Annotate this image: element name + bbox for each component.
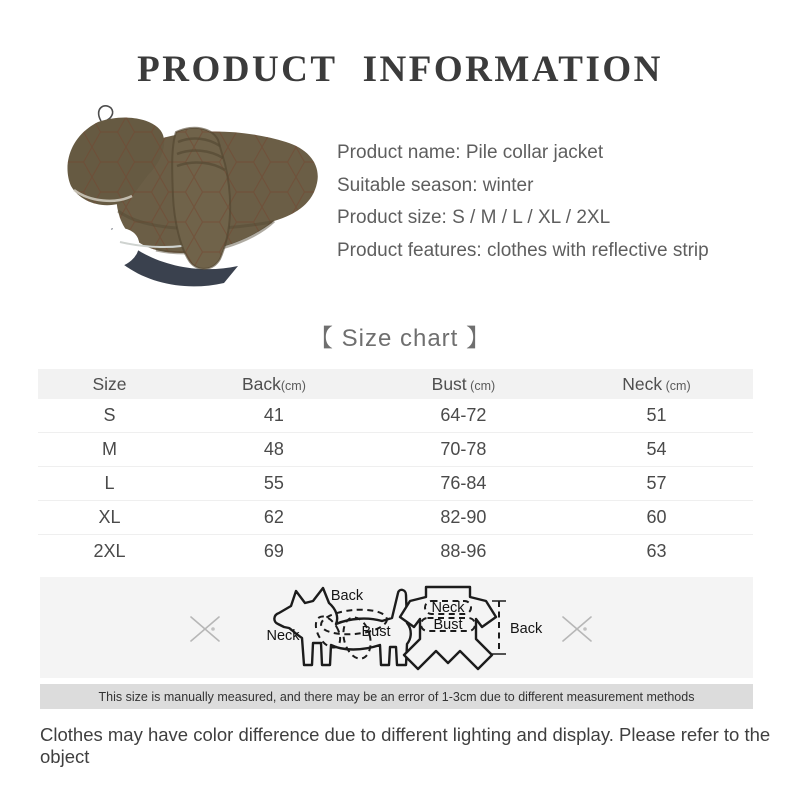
table-row	[38, 535, 753, 568]
cell-back: 69	[263, 541, 284, 561]
header-back: Back(cm)	[241, 373, 306, 394]
cell-back: 48	[263, 439, 284, 459]
cell-back: 41	[263, 405, 284, 425]
dog-neck-label: Neck	[266, 628, 300, 644]
cell-back: 62	[263, 507, 284, 527]
header-bust: Bust (cm)	[431, 373, 496, 394]
garment-bust-label: Bust	[433, 617, 463, 633]
cross-mark-icon	[191, 617, 219, 641]
garment-measurement-figure	[400, 587, 543, 669]
product-photo	[24, 102, 326, 298]
cell-size: S	[103, 405, 116, 425]
cell-size: XL	[98, 507, 121, 527]
product-details	[337, 142, 709, 272]
product-name-line: Product name: Pile collar jacket	[337, 142, 604, 163]
cross-mark-icon	[563, 617, 591, 641]
cell-neck: 54	[646, 439, 667, 459]
cell-bust: 88-96	[440, 541, 487, 561]
cell-neck: 51	[646, 405, 667, 425]
cell-neck: 60	[646, 507, 667, 527]
table-row	[38, 467, 753, 501]
table-row	[38, 501, 753, 535]
size-chart-table	[38, 369, 753, 568]
cell-size: L	[104, 473, 115, 493]
suitable-season-line: Suitable season: winter	[337, 174, 534, 196]
product-features-line: Product features: clothes with reflective strip	[337, 239, 709, 261]
cell-back: 55	[263, 473, 284, 493]
color-disclaimer: Clothes may have color difference due to different lighting and display. Please refer to the object	[40, 724, 771, 767]
header-neck: Neck (cm)	[622, 373, 691, 394]
measurement-note-bar	[40, 684, 753, 709]
cell-size: 2XL	[93, 541, 126, 561]
table-header-row	[38, 369, 753, 399]
dog-measurement-figure	[266, 588, 410, 665]
dog-bust-label: Bust	[361, 624, 391, 640]
measurement-diagram-panel	[40, 577, 753, 678]
header-size: Size	[92, 373, 127, 394]
size-chart-heading: 【 Size chart 】	[308, 325, 492, 352]
jacket-illustration	[67, 106, 317, 287]
cell-neck: 57	[646, 473, 667, 493]
cell-bust: 70-78	[440, 439, 487, 459]
product-size-line: Product size: S / M / L / XL / 2XL	[337, 207, 611, 228]
page-title: PRODUCT INFORMATION	[137, 49, 663, 90]
hanging-loop	[99, 106, 113, 121]
table-row	[38, 399, 753, 433]
dog-back-label: Back	[330, 588, 364, 604]
cell-bust: 82-90	[440, 507, 487, 527]
cell-bust: 76-84	[440, 473, 487, 493]
cell-neck: 63	[646, 541, 667, 561]
cell-bust: 64-72	[440, 405, 487, 425]
garment-neck-label: Neck	[431, 600, 465, 616]
measurement-diagram	[40, 577, 753, 678]
table-row	[38, 433, 753, 467]
measurement-note-text: This size is manually measured, and there may be an error of 1-3cm due to different measurement methods	[98, 689, 695, 704]
garment-back-label: Back	[510, 621, 543, 637]
cell-size: M	[102, 439, 117, 459]
